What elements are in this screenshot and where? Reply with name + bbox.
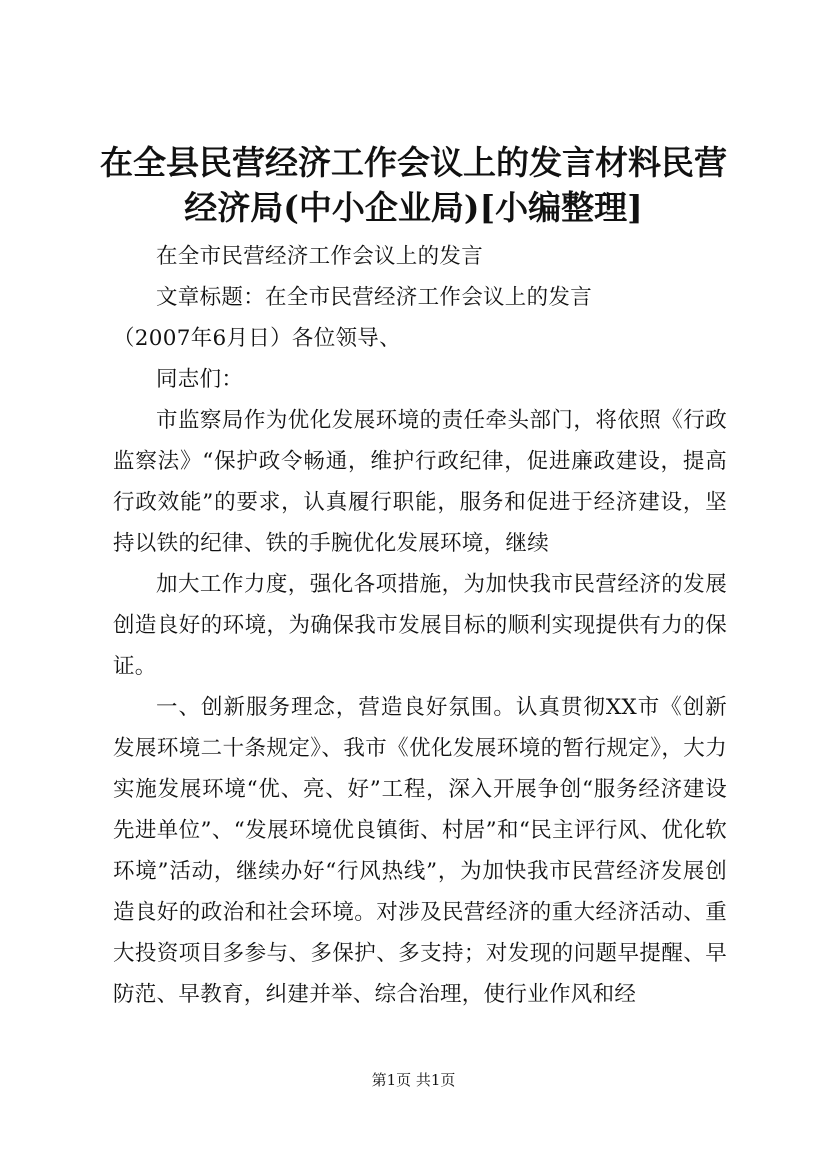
paragraph: 一、创新服务理念，营造良好氛围。认真贯彻XX市《创新发展环境二十条规定》、我市《优化发展环境的暂行规定》，大力实施发展环境“优、亮、好”工程，深入开展争创“服务经济建设先进单位”、“发展环境优良镇街、村居”和“民主评行风、优化软环境”活动，继续办好“行风热线”，为加快我市民营经济发展创造良好的政治和社会环境。对涉及民营经济的重大经济活动、重大投资项目多参与、多保护、多支持；对发现的问题早提醒、早防范、早教育，纠建并举、综合治理，使行业作风和经 bbox=[113, 695, 727, 1007]
paragraph: 市监察局作为优化发展环境的责任牵头部门，将依照《行政监察法》“保护政令畅通，维护行政纪律，促进廉政建设，提高行政效能”的要求，认真履行职能，服务和促进于经济建设，坚持以铁的纪律、铁的手腕优化发展环境，继续 bbox=[113, 408, 727, 556]
paragraph: 同志们： bbox=[156, 367, 244, 392]
paragraph: 文章标题：在全市民营经济工作会议上的发言 bbox=[156, 285, 593, 310]
document-title: 在全县民营经济工作会议上的发言材料民营经济局(中小企业局)[小编整理] bbox=[100, 143, 727, 227]
paragraph: （2007年6月日）各位领导、 bbox=[113, 326, 401, 351]
paragraph: 加大工作力度，强化各项措施，为加快我市民营经济的发展创造良好的环境，为确保我市发展目标的顺利实现提供有力的保证。 bbox=[113, 572, 727, 679]
document-body bbox=[113, 236, 727, 1015]
page-number-footer: 第1页 共1页 bbox=[371, 1071, 456, 1089]
paragraph: 在全市民营经济工作会议上的发言 bbox=[156, 244, 484, 269]
